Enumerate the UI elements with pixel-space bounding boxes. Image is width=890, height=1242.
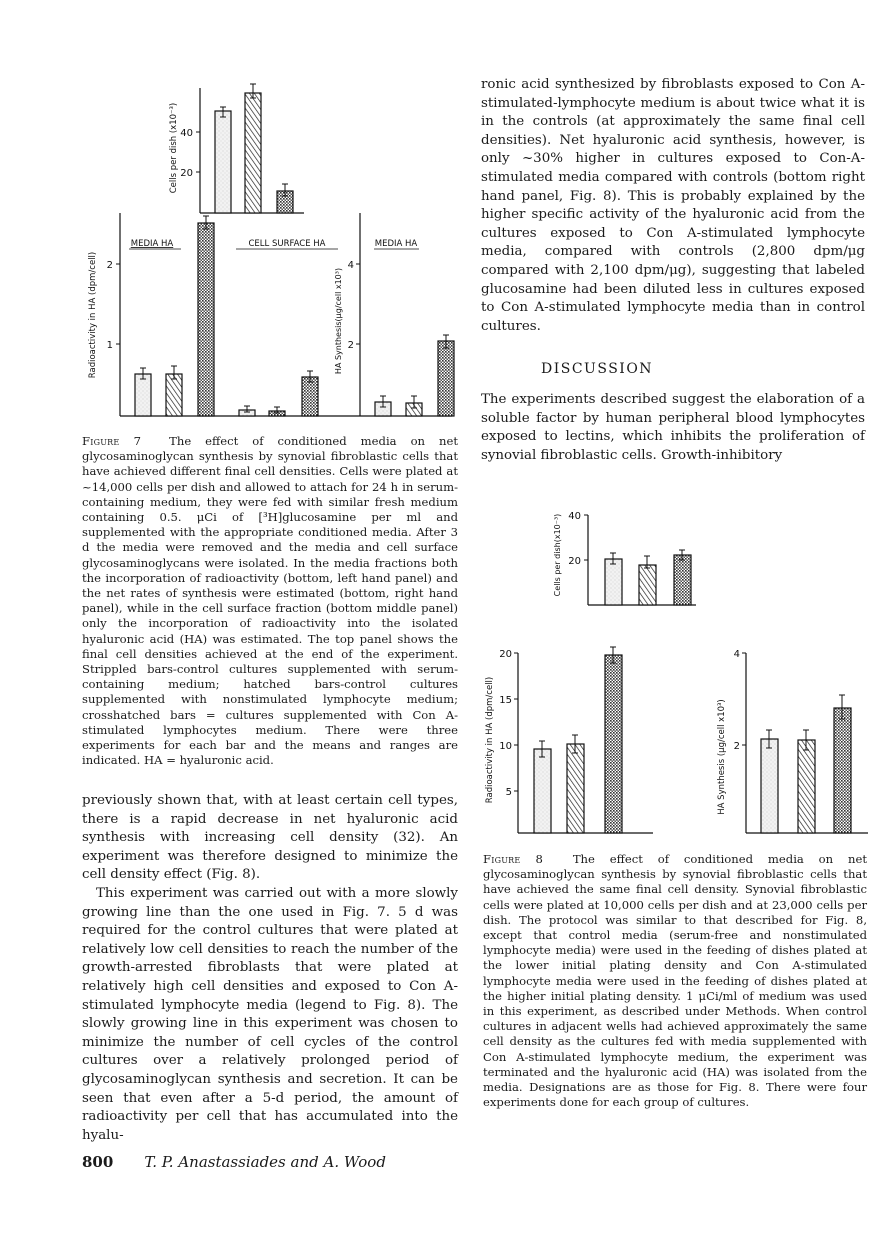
fig7-top-tick-40: 40: [180, 128, 193, 139]
fig8-right-tick-2: 2: [733, 741, 740, 752]
right-paragraph-2: The experiments described suggest the elaboration of a soluble factor by human peripheral blood lymphocytes exposed to lectins, which inhibits the proliferation of synovial fibroblastic cells. Growth-inhibitory: [481, 391, 865, 463]
fig7-top-tick-20: 20: [180, 168, 193, 179]
fig8-top-panel: [553, 511, 696, 605]
fig8-left-tick-10: 10: [499, 741, 512, 752]
discussion-heading: DISCUSSION: [541, 361, 654, 378]
page-footer: [82, 1152, 482, 1171]
fig7-top-panel: [169, 84, 304, 213]
figure-8-caption: [483, 852, 867, 1110]
figure-7-caption: [82, 434, 458, 768]
page-number: 800: [82, 1153, 114, 1171]
fig7-right-tick-4: 4: [347, 260, 354, 271]
fig7-left-tick-2: 2: [106, 260, 113, 271]
right-paragraph-1: ronic acid synthesized by fibroblasts exposed to Con A-stimulated-lymphocyte medium is about twice what it is in the controls (at approximately the same final cell densities). Net hyaluronic acid synthesis, however, is only ~30% higher in cultures exposed to Con-A-stimulated media compared with controls (bottom right hand panel, Fig. 8). This is probably explained by the higher specific activity of the hyaluronic acid from the cultures exposed to Con A-stimulated lymphocyte media, compared with controls (2,800 dpm/μg compared with 2,100 dpm/μg), suggesting that labeled glucosamine had been diluted less in cultures exposed to Con A-stimulated lymphocyte media than in control cultures.: [481, 77, 865, 334]
fig8-left-ylabel: Radioactivity in HA (dpm/cell): [485, 676, 495, 804]
fig7-panel-title-media-ha: MEDIA HA: [130, 239, 174, 249]
fig7-panel-title-cell-surface-ha: CELL SURFACE HA: [248, 239, 326, 249]
fig8-top-ylabel: Cells per dish(x10⁻³): [553, 513, 562, 597]
left-paragraph-2: This experiment was carried out with a more slowly growing line than the one used in Fig. 7. 5 d was required for the control cultures that were plated at relatively low cell densities to reach the number of the growth-arrested fibroblasts that were plated at relatively high cell densities and exposed to Con A-stimulated lymphocyte media (legend to Fig. 8). The slowly growing line in this experiment was chosen to minimize the number of cell cycles of the control cultures over a relatively prolonged period of glycosaminoglycan synthesis and secretion. It can be seen that even after a 5-d period, the amount of radioactivity per cell that has accumulated into the hyalu-: [82, 885, 458, 1143]
running-authors: T. P. Anastassiades and A. Wood: [144, 1153, 386, 1171]
right-column: [481, 76, 865, 465]
fig7-right-ylabel: HA Synthesis(μg/cell x10³): [334, 267, 343, 375]
fig8-left-tick-5: 5: [505, 787, 512, 798]
figure-7-chart: [82, 78, 462, 423]
fig8-left-tick-20: 20: [499, 649, 512, 660]
figure-7-label: Figure 7: [82, 434, 142, 448]
figure-8: [478, 495, 873, 835]
fig8-bottom-right-panel: [717, 649, 868, 833]
left-paragraph-1: previously shown that, with at least certain cell types, there is a rapid decrease in net hyaluronic acid synthesis with increasing cell density (32). An experiment was therefore designed to minimize the cell density effect (Fig. 8).: [82, 793, 458, 883]
fig8-left-tick-15: 15: [499, 695, 512, 706]
figure-8-label: Figure 8: [483, 852, 544, 866]
fig8-top-tick-20: 20: [568, 556, 581, 567]
fig7-panel-title-media-ha-2: MEDIA HA: [374, 239, 418, 249]
fig7-left-tick-1: 1: [106, 340, 113, 351]
fig8-right-tick-4: 4: [733, 649, 740, 660]
figure-7-caption-text: The effect of conditioned media on net glycosaminoglycan synthesis by synovial fibroblastic cells that have achieved different final cell densities. Cells were plated at ~14,000 cells per dish and allowed to attach for 24 h in serum-containing medium, they were fed with similar fresh medium containing 0.5. μCi of [³H]glucosamine per ml and supplemented with the appropriate conditioned media. After 3 d the media were removed and the media and cell surface glycosaminoglycans were isolated. In the media fractions both the incorporation of radioactivity (bottom, left hand panel) and the net rates of synthesis were estimated (bottom, right hand panel), while in the cell surface fraction (bottom middle panel) only the incorporation of radioactivity into the isolated hyaluronic acid (HA) was estimated. The top panel shows the final cell densities achieved at the end of the experiment. Strippled bars-control cultures supplemented with serum-containing medium; hatched bars-control cultures supplemented with nonstimulated lymphocyte medium; crosshatched bars = cultures supplemented with Con A-stimulated lymphocytes medium. There were three experiments for each bar and the means and ranges are indicated. HA = hyaluronic acid.: [82, 434, 458, 768]
left-column: [82, 792, 458, 1145]
fig8-top-tick-40: 40: [568, 511, 581, 522]
figure-8-chart: [478, 495, 873, 835]
fig8-right-ylabel: HA Synthesis (μg/cell x10³): [717, 699, 727, 815]
fig8-bottom-left-panel: [485, 647, 653, 833]
figure-8-caption-text: The effect of conditioned media on net glycosaminoglycan synthesis by synovial fibroblastic cells that have achieved the same final cell density. Synovial fibroblastic cells were plated at 10,000 cells per dish and at 23,000 cells per dish. The protocol was similar to that described for Fig. 8, except that control media (serum-free and nonstimulated lymphocyte media) were used in the feeding of dishes plated at the lower initial plating density and Con A-stimulated lymphocyte media were used in the feeding of dishes plated at the higher initial plating density. 1 μCi/ml of medium was used in this experiment, as described under Methods. When control cultures in adjacent wells had achieved approximately the same cell density as the cultures fed with media supplemented with Con A-stimulated lymphocyte medium, the experiment was terminated and the hyaluronic acid (HA) was isolated from the media. Designations are as those for Fig. 8. There were four experiments done for each group of cultures.: [483, 852, 867, 1110]
fig7-right-tick-2: 2: [347, 340, 354, 351]
fig7-bottom-right-panel: [334, 213, 454, 416]
figure-7: [82, 78, 462, 423]
fig7-left-ylabel: Radioactivity in HA (dpm/cell): [88, 251, 98, 379]
fig7-top-ylabel: Cells per dish (x10⁻³): [169, 102, 179, 194]
